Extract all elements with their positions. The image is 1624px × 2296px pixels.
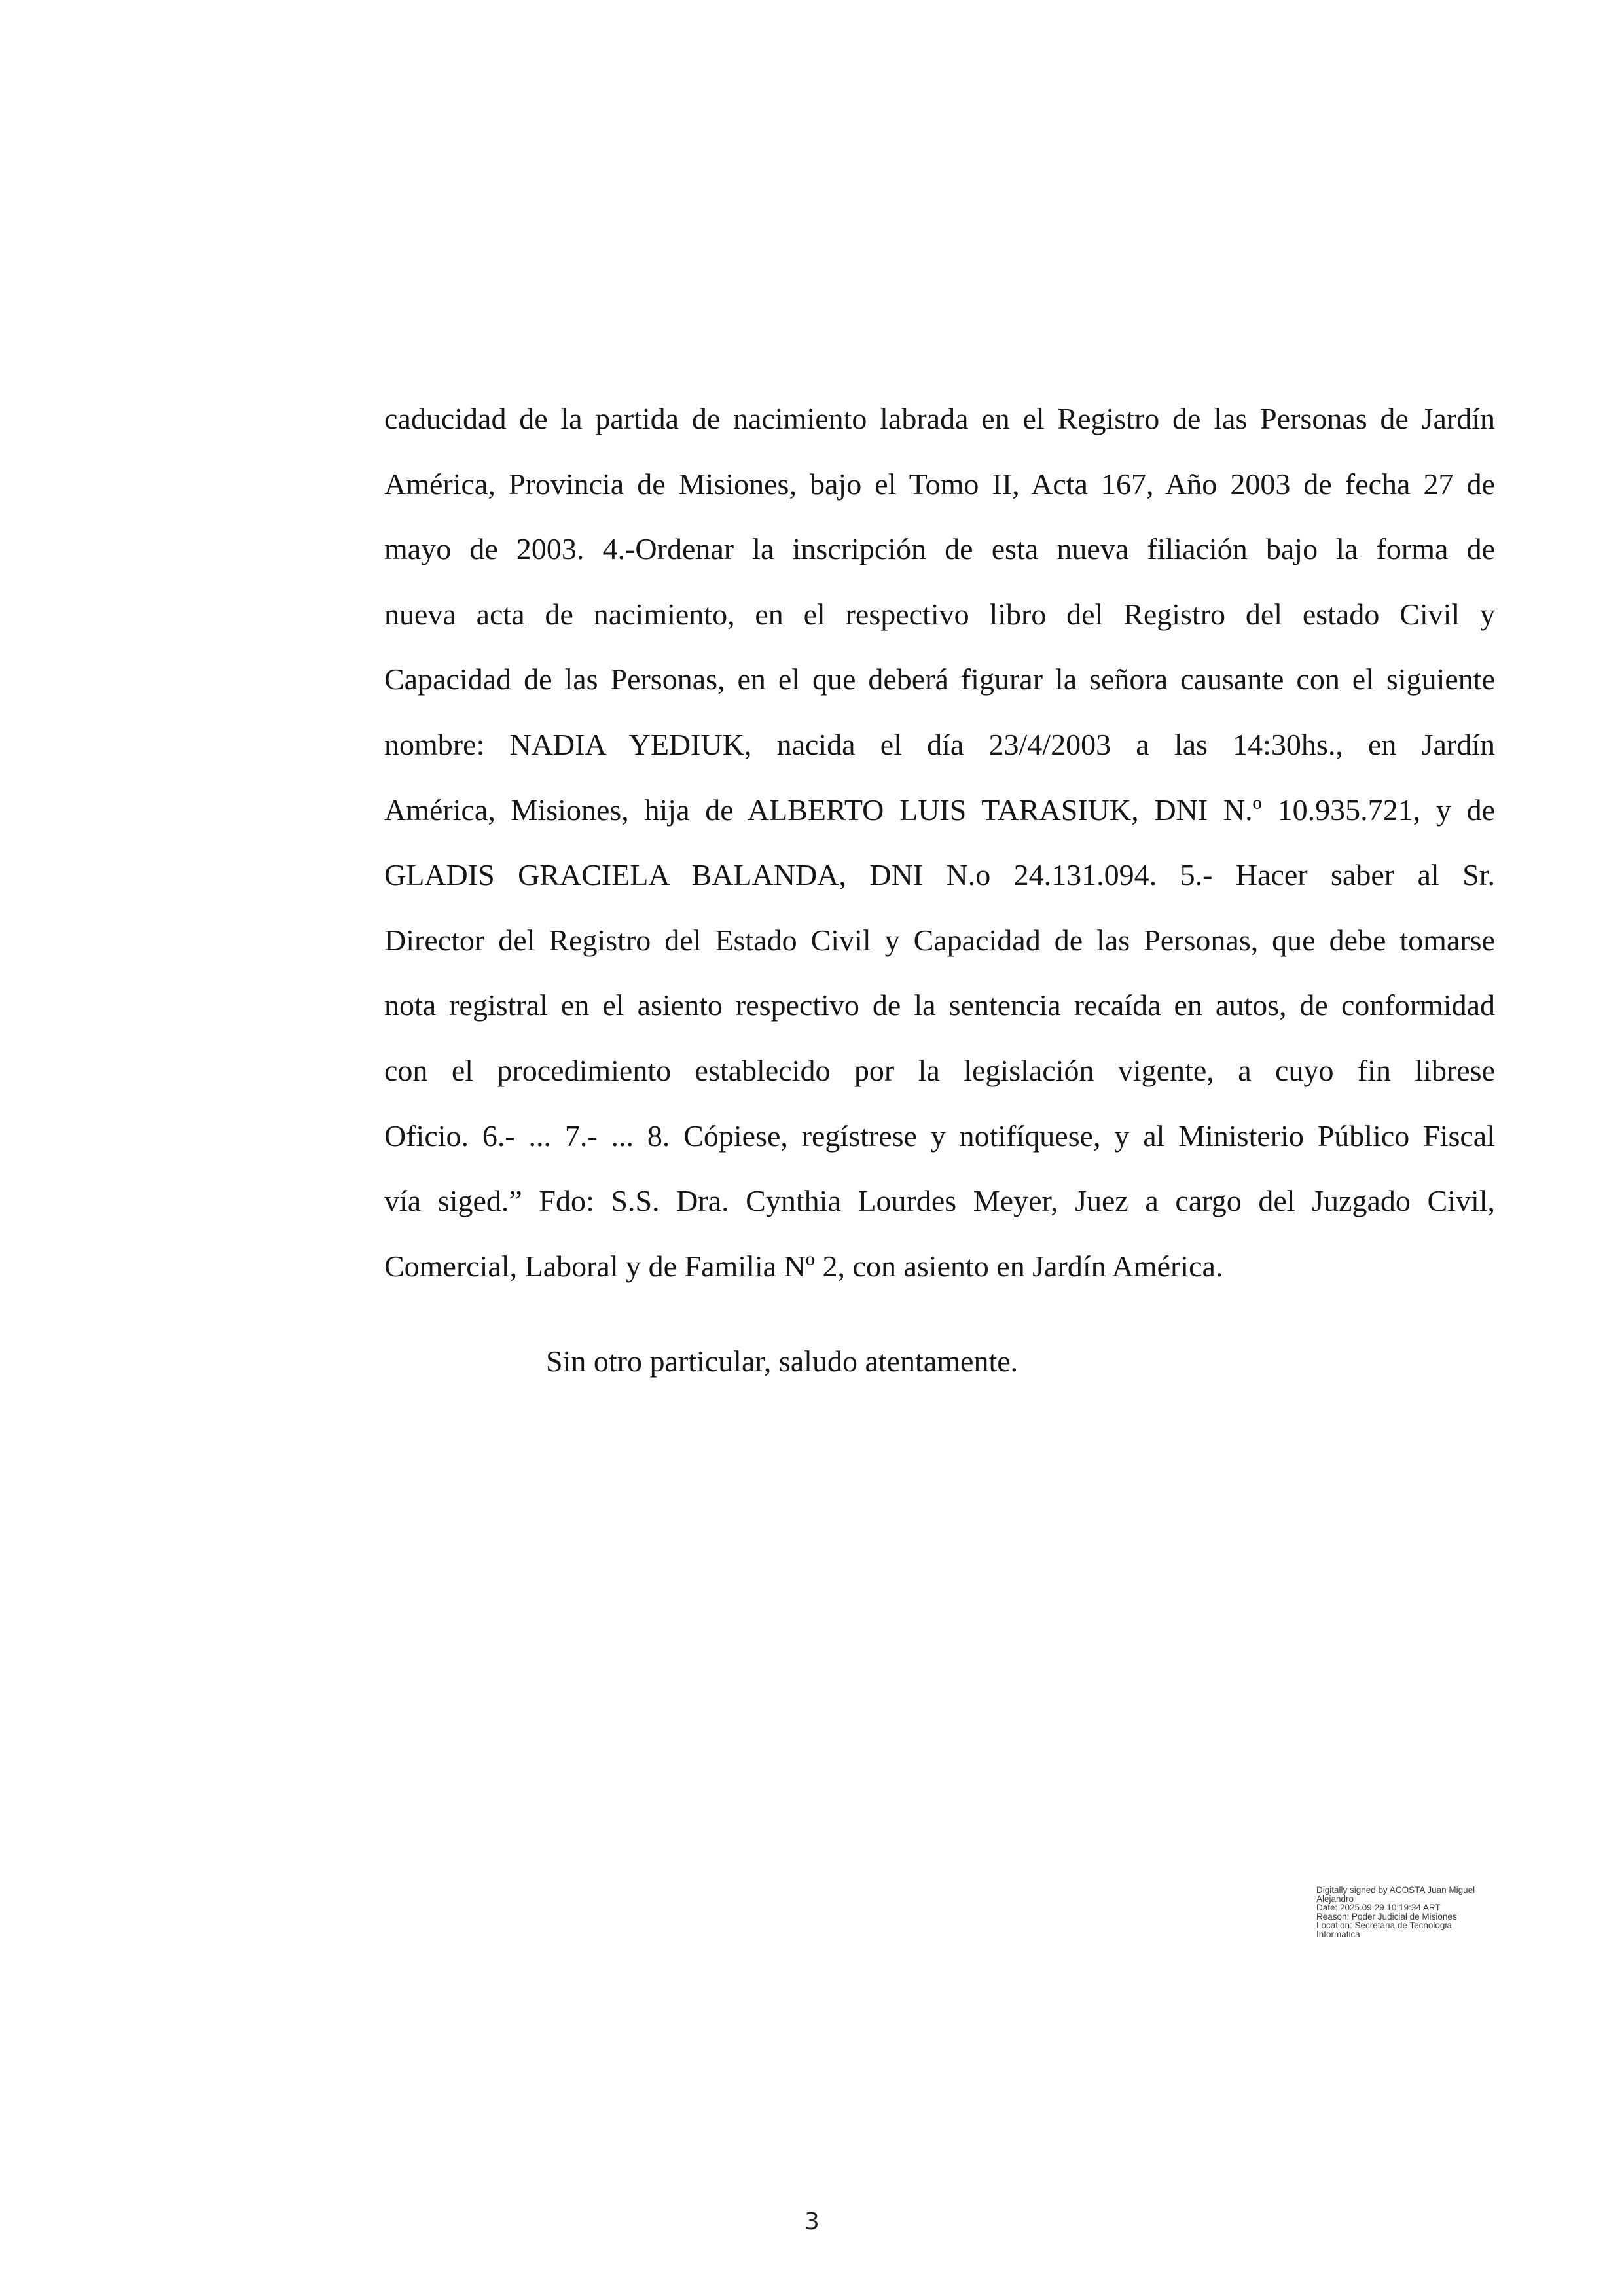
body-line: nueva acta de nacimiento, en el respectivo libro del Registro del estado Civil y xyxy=(384,597,1495,631)
signature-line: Alejandro xyxy=(1316,1893,1354,1904)
closing-salutation: Sin otro particular, saludo atentamente. xyxy=(546,1344,1019,1378)
body-line: vía siged.” Fdo: S.S. Dra. Cynthia Lourdes Meyer, Juez a cargo del Juzgado Civil, xyxy=(384,1184,1495,1218)
page-number: 3 xyxy=(804,2208,820,2235)
body-line: nota registral en el asiento respectivo de la sentencia recaída en autos, de conformidad xyxy=(384,988,1495,1022)
body-line: caducidad de la partida de nacimiento labrada en el Registro de las Personas de Jardín xyxy=(384,402,1495,435)
body-line: Oficio. 6.- ... 7.- ... 8. Cópiese, regístrese y notifíquese, y al Ministerio Público Fiscal xyxy=(384,1119,1495,1153)
body-line: América, Misiones, hija de ALBERTO LUIS TARASIUK, DNI N.º 10.935.721, y de xyxy=(384,793,1495,827)
signature-line: Location: Secretaria de Tecnologia xyxy=(1316,1920,1452,1930)
signature-line: Reason: Poder Judicial de Misiones xyxy=(1316,1911,1457,1922)
body-line: nombre: NADIA YEDIUK, nacida el día 23/4/2003 a las 14:30hs., en Jardín xyxy=(384,727,1495,761)
body-line: mayo de 2003. 4.-Ordenar la inscripción de esta nueva filiación bajo la forma de xyxy=(384,532,1495,566)
signature-line: Digitally signed by ACOSTA Juan Miguel xyxy=(1316,1885,1475,1895)
signature-line: Date: 2025.09.29 10:19:34 ART xyxy=(1316,1903,1441,1912)
body-paragraph xyxy=(384,386,1495,1299)
body-line: con el procedimiento establecido por la legislación vigente, a cuyo fin librese xyxy=(384,1053,1495,1087)
body-line: Director del Registro del Estado Civil y Capacidad de las Personas, que debe tomarse xyxy=(384,923,1495,957)
body-line: GLADIS GRACIELA BALANDA, DNI N.o 24.131.094. 5.- Hacer saber al Sr. xyxy=(384,858,1495,892)
body-line: Capacidad de las Personas, en el que deberá figurar la señora causante con el siguiente xyxy=(384,662,1495,696)
body-line: Comercial, Laboral y de Familia Nº 2, con asiento en Jardín América. xyxy=(384,1249,1223,1283)
body-line: América, Provincia de Misiones, bajo el Tomo II, Acta 167, Año 2003 de fecha 27 de xyxy=(384,467,1495,501)
signature-line: Informatica xyxy=(1316,1929,1360,1939)
digital-signature-block xyxy=(1316,1886,1526,1939)
